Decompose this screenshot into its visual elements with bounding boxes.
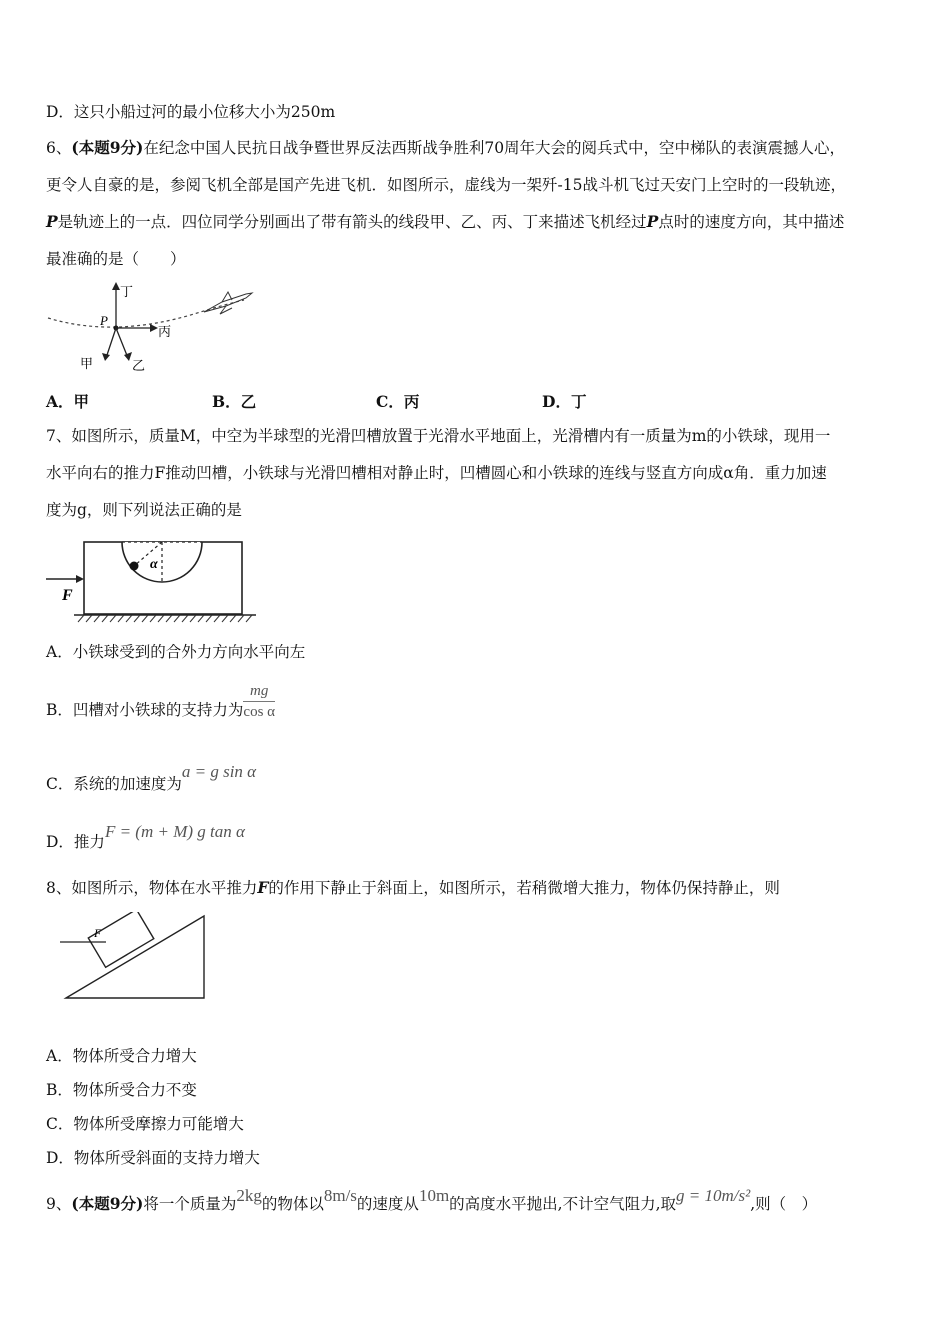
q9-stem-line-1: 9、(本题9分)将一个质量为2kg的物体以8m/s的速度从10m的高度水平抛出,不计空气阻力,取g = 10m/s²,则（ ） [46, 1186, 818, 1213]
q7-stem-line-1: 7、如图所示，质量M，中空为半球型的光滑凹槽放置于光滑水平地面上，光滑槽内有一质量为m的小铁球，现用一 [46, 427, 831, 445]
q6-stem-line-4: 最准确的是（ ） [46, 250, 186, 268]
q7-option-a: A．小铁球受到的合外力方向水平向左 [46, 643, 306, 661]
q8-stem-line-1: 8、如图所示，物体在水平推力F的作用下静止于斜面上，如图所示，若稍微增大推力，物体仍保持静止，则 [46, 878, 780, 897]
q6-option-c: C．丙 [376, 392, 420, 411]
label-f: F [62, 587, 73, 604]
q8-option-b: B．物体所受合力不变 [46, 1081, 197, 1099]
q6-option-b: B．乙 [212, 392, 257, 411]
q6-option-d: D．丁 [542, 392, 587, 411]
label-jia: 甲 [80, 356, 94, 371]
label-alpha: α [150, 557, 158, 572]
q8-option-c: C．物体所受摩擦力可能增大 [46, 1115, 244, 1133]
q7-stem-line-2: 水平向右的推力F推动凹槽，小铁球与光滑凹槽相对静止时，凹槽圆心和小铁球的连线与竖直方向成α角．重力加速 [46, 464, 827, 482]
label-bing: 丙 [158, 324, 172, 339]
q6-stem-line-2: 更令人自豪的是，参阅飞机全部是国产先进飞机．如图所示，虚线为一架歼-15战斗机飞过天安门上空时的一段轨迹， [46, 176, 846, 194]
q5-option-d: D．这只小船过河的最小位移大小为250m [46, 103, 336, 121]
trajectory-dashed-curve [48, 300, 244, 327]
q7-option-d: D．推力F = (m + M) g tan α [46, 822, 245, 851]
q7-groove-figure [44, 538, 264, 628]
label-ding: 丁 [120, 284, 134, 299]
iron-ball [130, 562, 139, 571]
q7-stem-line-3: 度为g，则下列说法正确的是 [46, 501, 242, 519]
label-f: F [94, 926, 102, 940]
q6-stem-line-1: 6、(本题9分)在纪念中国人民抗日战争暨世界反法西斯战争胜利70周年大会的阅兵式中，空中梯队的表演震撼人心， [46, 138, 846, 157]
label-p: P [100, 313, 108, 328]
q6-stem-line-3: P是轨迹上的一点．四位同学分别画出了带有箭头的线段甲、乙、丙、丁来描述飞机经过P点时的速度方向，其中描述 [46, 212, 845, 231]
q8-option-a: A．物体所受合力增大 [46, 1047, 197, 1065]
q8-incline-figure [56, 912, 216, 1004]
q8-option-d: D．物体所受斜面的支持力增大 [46, 1149, 260, 1167]
q7-option-c: C．系统的加速度为a = g sin α [46, 762, 257, 793]
q6-trajectory-figure [44, 278, 274, 378]
jet-plane-icon [204, 292, 252, 314]
fraction-mg-over-cos: $\frac{mg}{\text{cos α}}$ [243, 682, 276, 720]
q7-option-b: B．凹槽对小铁球的支持力为 $\frac{mg}{\text{cos α}}$ [46, 682, 276, 720]
q6-option-a: A．甲 [46, 392, 90, 411]
label-yi: 乙 [132, 358, 146, 373]
